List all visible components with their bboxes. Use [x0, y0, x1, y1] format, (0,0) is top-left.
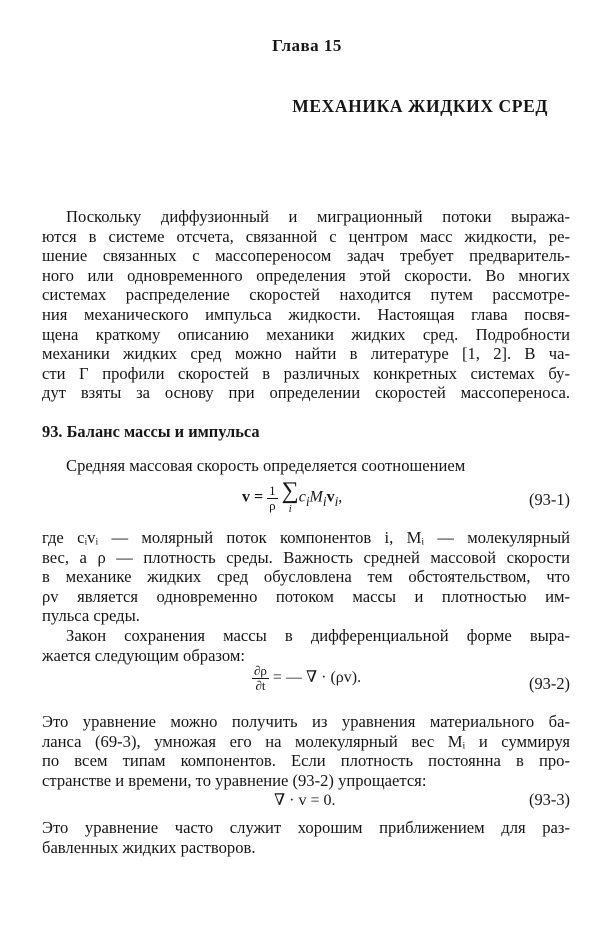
- frac-denominator: ∂t: [255, 678, 266, 693]
- paragraph-mean-velocity: [42, 456, 570, 476]
- text-line: Поскольку диффузионный и миграционный потоки выража-: [66, 207, 570, 226]
- chapter-label: Глава 15: [272, 36, 342, 55]
- eq-v: v: [326, 488, 335, 506]
- text-line: ются в системе отсчета, связанной с центром масс жидкости, ре-: [42, 226, 570, 246]
- equation-number: (93-2): [529, 674, 570, 693]
- text-line: Закон сохранения массы в дифференциальной форме выра-: [66, 626, 570, 645]
- text-line: Средняя массовая скорость определяется соотношением: [66, 456, 466, 475]
- paragraph-approximation: [42, 818, 570, 857]
- equation-formula: [252, 664, 361, 693]
- eq-rhs: = — ∇ · (ρv).: [272, 669, 362, 687]
- sum-operator: [282, 480, 299, 516]
- text-line: механики жидких сред можно найти в литературе [1, 2]. В ча-: [42, 344, 570, 364]
- eq-m-sub: i: [322, 493, 327, 509]
- eq-tail: ,: [338, 488, 343, 506]
- text-line: ного или одновременного определения этой скорости. Во многих: [42, 265, 570, 285]
- text-line: где cᵢvᵢ — молярный поток компонентов i, Mᵢ — молекулярный: [42, 528, 570, 547]
- text-line: вес, а ρ — плотность среды. Важность средней массовой скорости: [42, 547, 570, 567]
- eq-fraction: [267, 484, 278, 513]
- equation-number: (93-1): [529, 490, 570, 509]
- text-line: щена краткому описанию механики жидких сред. Подробности: [42, 324, 570, 344]
- eq-fraction: [252, 664, 269, 693]
- text-line: ρv является одновременно потоком массы и плотностью им-: [42, 586, 570, 606]
- paragraph-conservation: [42, 626, 570, 665]
- text-line: пульса среды.: [42, 606, 140, 626]
- frac-numerator: ∂ρ: [254, 663, 267, 678]
- equation-formula: ∇ · v = 0.: [274, 792, 336, 809]
- text-line: системах распределение скоростей находится путем рассмотре-: [42, 285, 570, 305]
- eq-m: M: [309, 488, 323, 506]
- text-line: странстве и времени, то уравнение (93-2) упрощается:: [42, 770, 427, 790]
- equation-number: (93-3): [529, 790, 570, 809]
- equation-93-1: [42, 478, 570, 518]
- eq-v-sub: i: [334, 493, 339, 509]
- paragraph-derivation: [42, 712, 570, 790]
- text-line: дут взяты за основу при определении скоростей массопереноса.: [42, 383, 570, 403]
- eq-c: c: [298, 488, 306, 506]
- eq-lhs: v =: [242, 488, 264, 506]
- text-line: Это уравнение можно получить из уравнения материального ба-: [42, 712, 570, 731]
- equation-formula: [242, 480, 342, 516]
- text-line: ланса (69-3), умножая его на молекулярный вес Mᵢ и суммируя: [42, 731, 570, 751]
- frac-numerator: 1: [269, 482, 276, 498]
- chapter-title: МЕХАНИКА ЖИДКИХ СРЕД: [292, 96, 548, 116]
- text-line: в механике жидких сред обусловлена тем обстоятельством, что: [42, 567, 570, 587]
- text-line: Это уравнение часто служит хорошим приближением для раз-: [42, 818, 570, 837]
- text-line: сти Г профили скоростей в различных конкретных системах бу-: [42, 363, 570, 383]
- paragraph-definitions: [42, 528, 570, 626]
- text-line: ния механического импульса жидкости. Настоящая глава посвя-: [42, 304, 570, 324]
- eq-c-sub: i: [305, 493, 310, 509]
- text-line: по всем типам компонентов. Если плотность постоянна в про-: [42, 751, 570, 771]
- sum-symbol: ∑: [281, 478, 299, 504]
- frac-denominator: ρ: [269, 497, 276, 513]
- intro-paragraph: [42, 207, 570, 403]
- section-title: 93. Баланс массы и импульса: [42, 422, 260, 441]
- equation-93-2: [42, 664, 570, 704]
- sum-index: i: [288, 503, 292, 515]
- text-line: бавленных жидких растворов.: [42, 837, 256, 857]
- text-line: шение связанных с массопереносом задач требует предваритель-: [42, 246, 570, 266]
- text-line: жается следующим образом:: [42, 645, 245, 665]
